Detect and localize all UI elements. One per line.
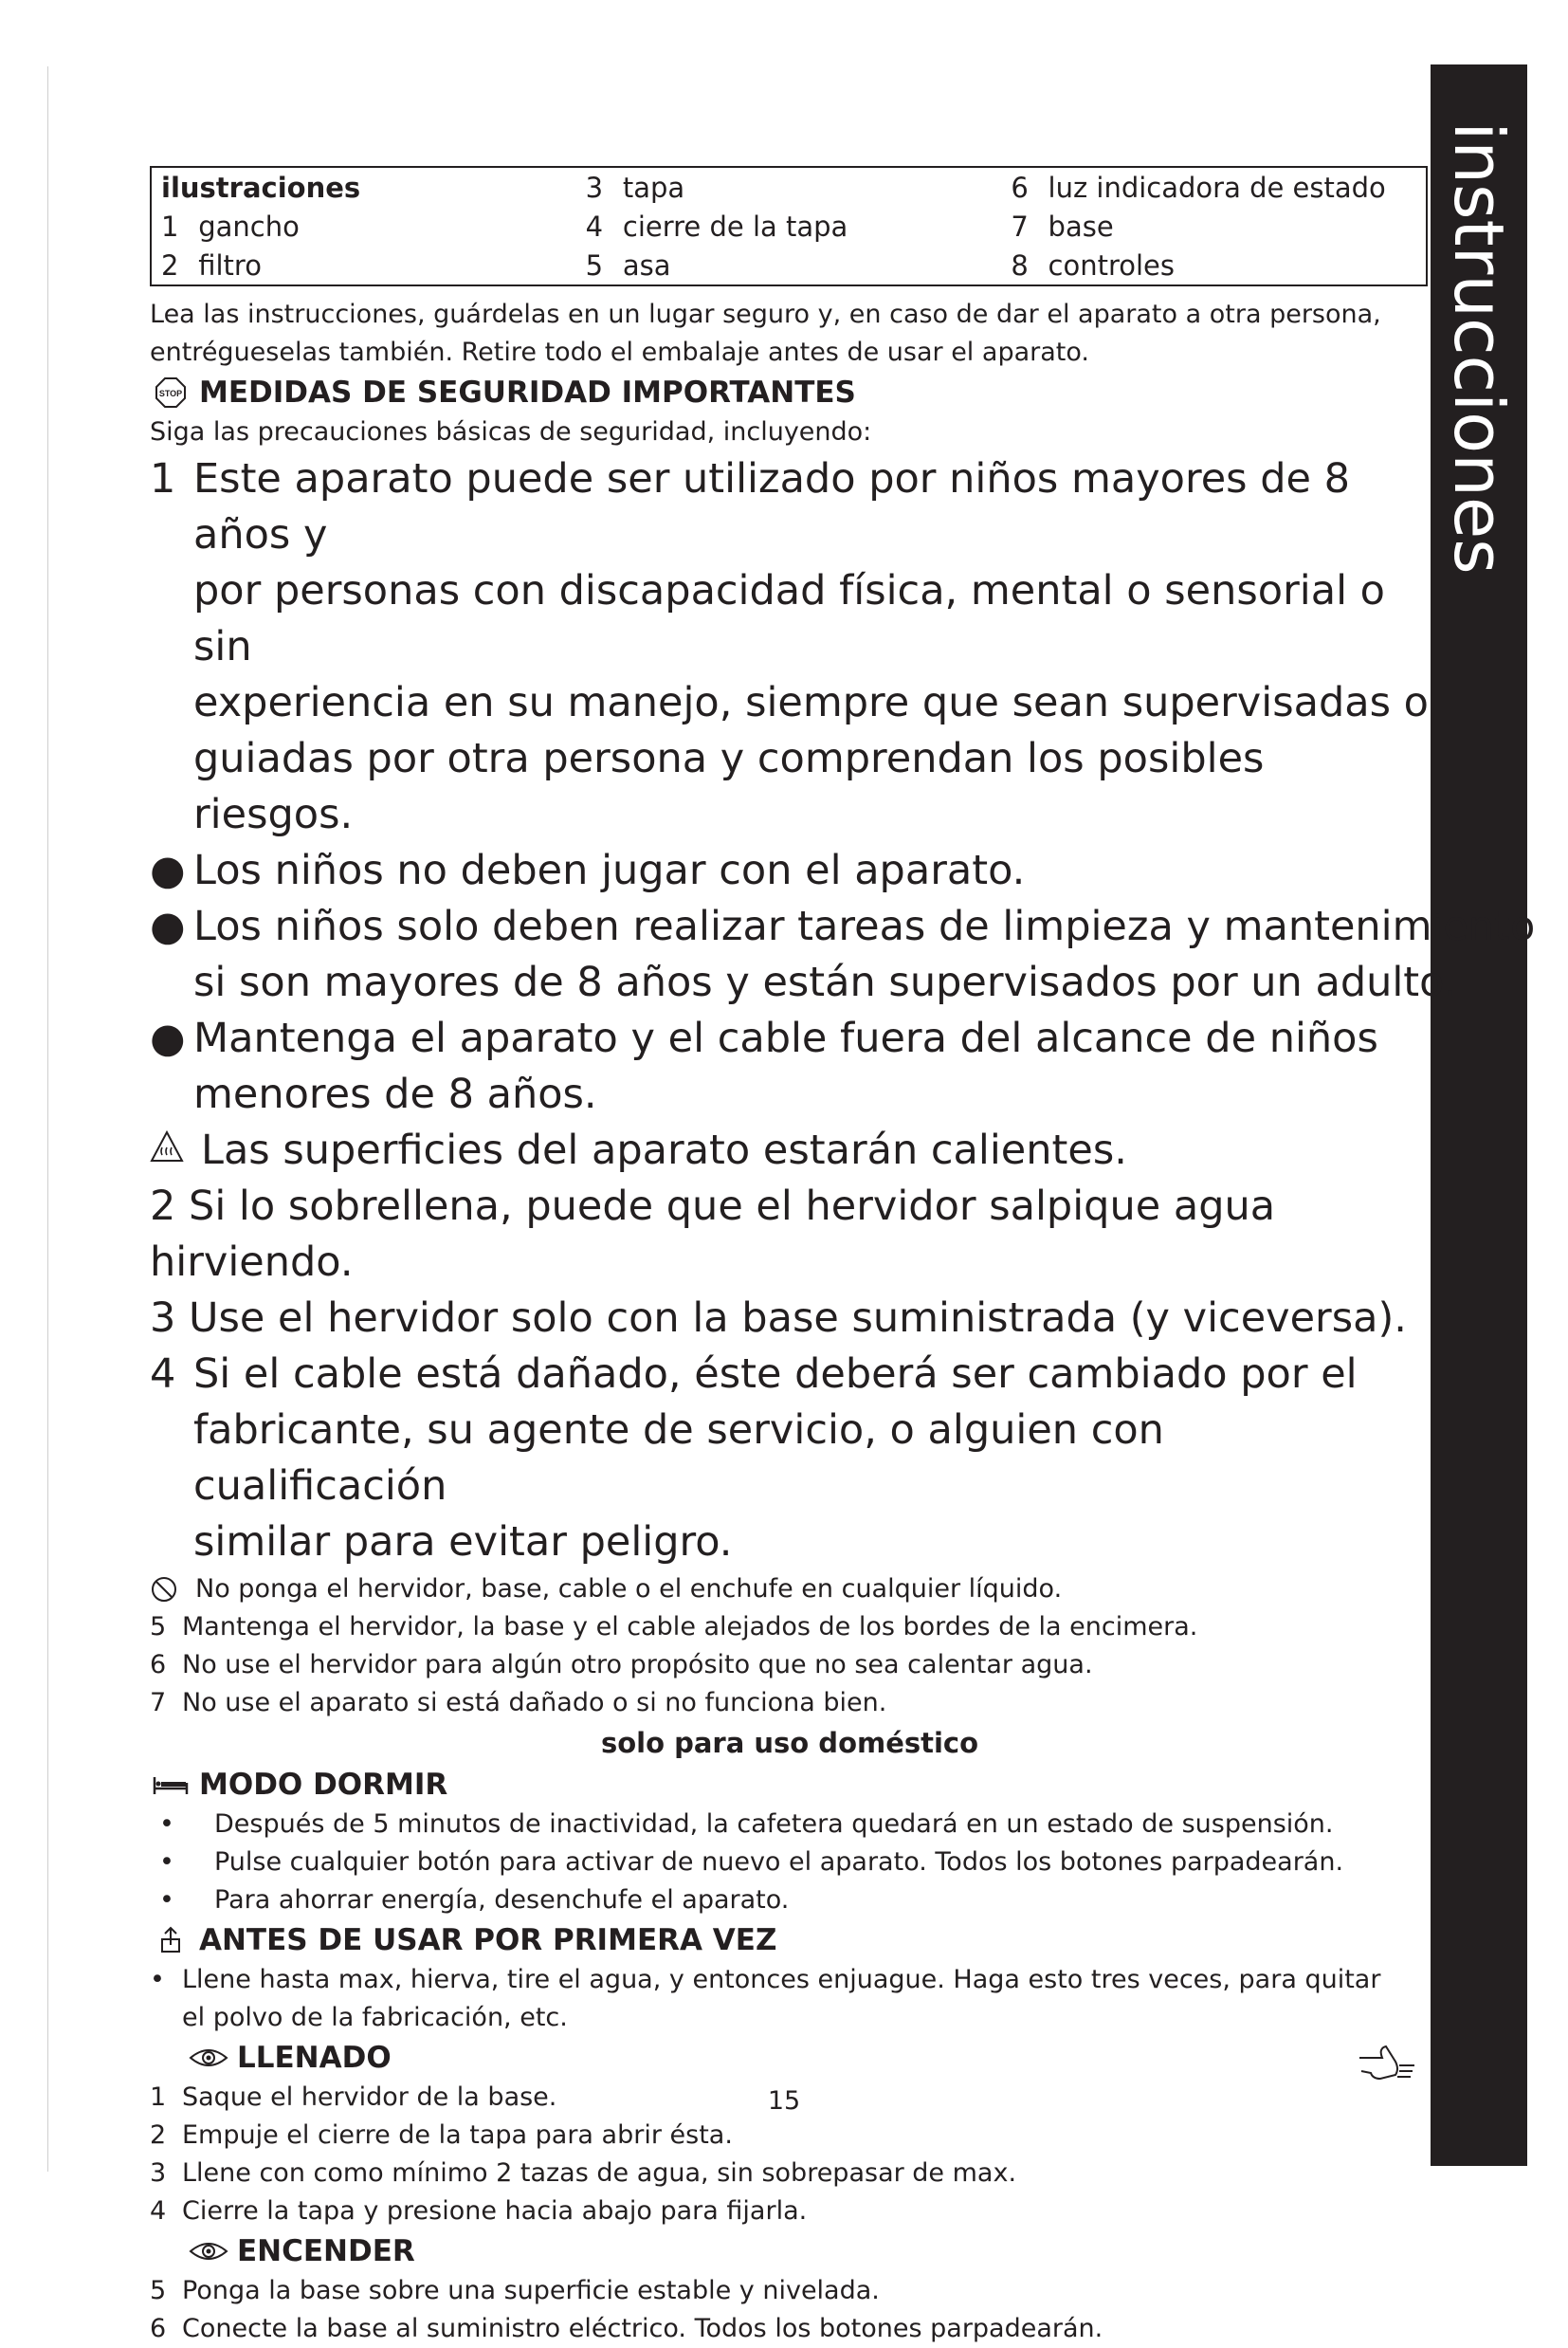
list-item: 1 Saque el hervidor de la base.	[150, 2082, 557, 2112]
illustration-item: 5 asa	[585, 248, 671, 282]
list-item: 7 No use el aparato si está dañado o si no funciona bien.	[150, 1688, 887, 1717]
safety-item-2: 2 Si lo sobrellena, puede que el hervidor salpique agua hirviendo.	[150, 1183, 1276, 1286]
page-margin-line	[47, 66, 48, 2172]
list-item: 5 Ponga la base sobre una superficie estable y nivelada.	[150, 2276, 880, 2305]
list-item: 6 Conecte la base al suministro eléctrico. Todos los botones parpadearán.	[150, 2314, 1103, 2343]
list-item: • Para ahorrar energía, desenchufe el aparato.	[159, 1885, 790, 1915]
svg-text:STOP: STOP	[158, 389, 183, 398]
intro-text: Lea las instrucciones, guárdelas en un lugar seguro y, en caso de dar el aparato a otra persona, entrégueselas también. Retire todo el embalaje antes de usar el aparato.	[150, 300, 1381, 367]
eye-icon	[188, 2239, 229, 2264]
safety-subheading: Siga las precauciones básicas de seguridad, incluyendo:	[150, 417, 872, 447]
no-immerse-warning: No ponga el hervidor, base, cable o el enchufe en cualquier líquido.	[150, 1570, 1430, 1608]
list-item: 2 Empuje el cierre de la tapa para abrir ésta.	[150, 2120, 733, 2150]
list-item: 5 Mantenga el hervidor, la base y el cable alejados de los bordes de la encimera.	[150, 1612, 1198, 1642]
safety-item-1: 1 Este aparato puede ser utilizado por niños mayores de 8 años y por personas con discapacidad física, mental o sensorial o sin experiencia en su manejo, siempre que sean supervisadas o guiadas por otra persona y comprendan los posibles riesgos.	[150, 455, 1429, 838]
page-content	[150, 166, 1536, 2348]
safety-bullet: ● Mantenga el aparato y el cable fuera del alcance de niños menores de 8 años.	[150, 1015, 1378, 1118]
safety-item-4: 4 Si el cable está dañado, éste deberá ser cambiado por el fabricante, su agente de servicio, o alguien con cualificación similar para evitar peligro.	[150, 1350, 1358, 1566]
list-item: 6 No use el hervidor para algún otro propósito que no sea calentar agua.	[150, 1650, 1093, 1679]
hot-surface-warning: Las superficies del aparato estarán calientes.	[150, 1123, 1430, 1179]
list-item: 4 Cierre la tapa y presione hacia abajo para fijarla.	[150, 2196, 808, 2226]
list-item: • Después de 5 minutos de inactividad, la cafetera quedará en un estado de suspensión.	[159, 1809, 1334, 1839]
list-item: • Pulse cualquier botón para activar de nuevo el aparato. Todos los botones parpadearán.	[159, 1847, 1344, 1877]
illustration-item: 2 filtro	[161, 248, 262, 282]
safety-bullet: ● Los niños solo deben realizar tareas de limpieza y mantenimiento si son mayores de 8 años y están supervisados por un adulto.	[150, 903, 1536, 1006]
illustration-item: 7 base	[1011, 210, 1114, 243]
illustration-item: 8 controles	[1011, 248, 1176, 282]
side-tab-label: instrucciones	[1439, 121, 1519, 575]
illustrations-table	[150, 166, 1428, 286]
first-use-heading: ANTES DE USAR POR PRIMERA VEZ	[150, 1919, 1430, 1961]
hot-surface-icon	[150, 1123, 201, 1179]
stop-icon	[150, 376, 191, 409]
safety-bullet: ● Los niños no deben jugar con el aparato.	[150, 847, 1026, 894]
safety-item-3: 3 Use el hervidor solo con la base suministrada (y viceversa).	[150, 1294, 1407, 1342]
first-use-icon	[150, 1926, 191, 1954]
no-immerse-icon	[150, 1570, 195, 1608]
filling-heading: LLENADO	[188, 2037, 1430, 2079]
eye-icon	[188, 2045, 229, 2070]
page-number: 15	[767, 2086, 801, 2116]
domestic-use-notice: solo para uso doméstico	[600, 1727, 979, 1759]
switch-on-heading: ENCENDER	[188, 2230, 1430, 2272]
sleep-icon	[150, 1773, 191, 1796]
list-item: 3 Llene con como mínimo 2 tazas de agua, sin sobrepasar de max.	[150, 2158, 1017, 2188]
illustration-item: 1 gancho	[161, 210, 300, 243]
sleep-heading: MODO DORMIR	[150, 1764, 1430, 1806]
safety-heading: STOP MEDIDAS DE SEGURIDAD IMPORTANTES	[150, 372, 1430, 413]
illustration-item: 3 tapa	[585, 171, 685, 204]
illustrations-title: ilustraciones	[161, 171, 361, 204]
illustration-item: 6 luz indicadora de estado	[1011, 171, 1386, 204]
illustration-item: 4 cierre de la tapa	[585, 210, 848, 243]
hand-icon	[1358, 2037, 1418, 2088]
list-item: • Llene hasta max, hierva, tire el agua, y entonces enjuague. Haga esto tres veces, para quitar el polvo de la fabricación, etc.	[150, 1965, 1381, 2032]
